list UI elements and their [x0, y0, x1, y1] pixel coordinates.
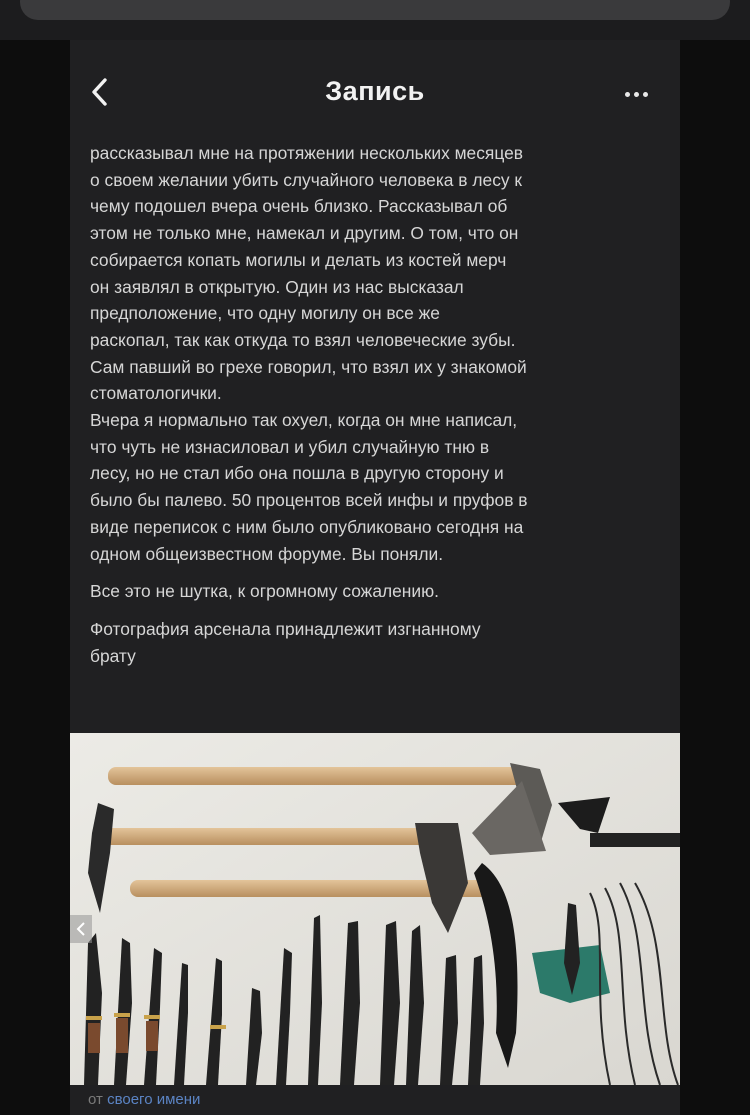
post-paragraph: Все это не шутка, к огромному сожалению.	[90, 581, 440, 602]
author-link[interactable]: своего имени	[107, 1091, 201, 1108]
post-paragraph: Фотография арсенала принадлежит изгнанному брату	[90, 618, 481, 666]
post-photo[interactable]	[70, 733, 680, 1085]
arsenal-photo	[70, 733, 680, 1085]
post-screen	[70, 40, 680, 1115]
address-bar[interactable]	[20, 0, 730, 20]
chevron-left-icon	[76, 921, 86, 937]
post-paragraph: рассказывал мне на протяжении нескольких месяцев о своем желании убить случайного человека в лесу к чему подошел вчера очень близко. Рассказывал об этом не только мне, намекал и другим. О том, что он собирается копать могилы и делать из костей мерч он заявлял в открытую. Один из нас высказал предположение, что одну могилу он все же раскопал, так как откуда то взял человеческие зубы. Сам павший во грехе говорил, что взял их у знакомой стоматологички.	[90, 143, 527, 404]
post-text	[90, 140, 665, 669]
top-bar	[0, 0, 750, 40]
author-prefix: от	[88, 1091, 103, 1108]
post-paragraph: Вчера я нормально так охуел, когда он мне написал, что чуть не изнасиловал и убил случайную тню в лесу, но не стал ибо она пошла в другую сторону и было бы палево. 50 процентов всей инфы и пруфов в виде переписок с ним было опубликовано сегодня на одном общеизвестном форуме. Вы поняли.	[90, 410, 528, 564]
header	[70, 40, 680, 140]
gallery-prev-button[interactable]	[70, 915, 92, 943]
author-line	[88, 1091, 200, 1108]
page-title: Запись	[325, 76, 425, 106]
ellipsis-icon	[625, 92, 630, 97]
more-button[interactable]	[614, 82, 658, 106]
